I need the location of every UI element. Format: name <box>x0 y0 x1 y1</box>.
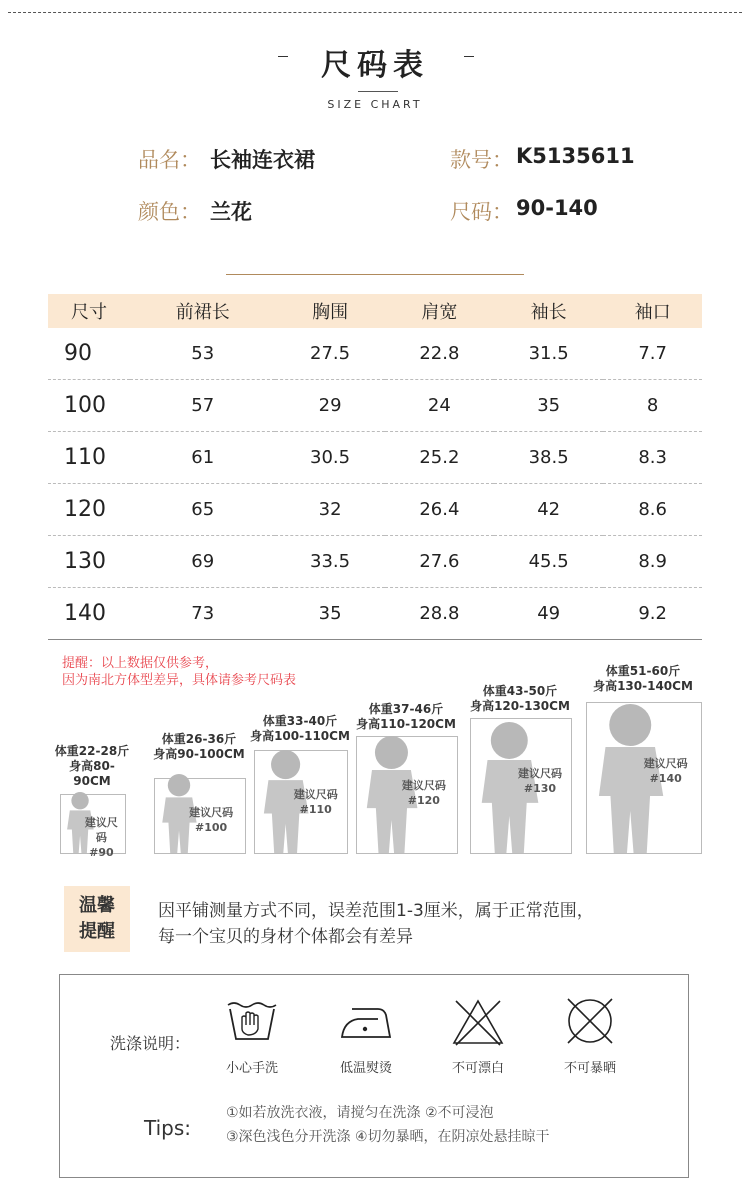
table-cell: 35 <box>494 380 603 432</box>
table-cell: 110 <box>48 432 130 484</box>
silhouette-head <box>168 774 190 796</box>
table-cell: 33.5 <box>275 536 384 588</box>
suggested-size <box>511 766 569 796</box>
size-guide-box <box>470 718 572 854</box>
suggested-size-value: #140 <box>649 771 682 785</box>
table-cell: 31.5 <box>494 328 603 380</box>
notice-tag-line1: 温馨 <box>79 895 115 916</box>
no-bleach-label: 不可漂白 <box>451 1061 504 1076</box>
size-guide-box <box>586 702 702 854</box>
product-name-label: 品名： <box>138 148 201 172</box>
size-guide-label <box>464 684 576 714</box>
col-sleeve: 袖长 <box>494 294 603 328</box>
weight-range: 体重33-40斤 <box>262 714 338 728</box>
style-no-label: 款号： <box>450 148 513 172</box>
table-cell: 22.8 <box>385 328 494 380</box>
size-guide-box <box>254 750 348 854</box>
size-guide-label <box>580 664 706 694</box>
table-cell: 130 <box>48 536 130 588</box>
low-iron-label: 低温熨烫 <box>339 1061 392 1076</box>
height-range: 身高80-90CM <box>69 759 115 788</box>
size-guide-label <box>350 702 462 732</box>
warning-line2: 因为南北方体型差异，具体请参考尺码表 <box>62 673 297 688</box>
col-front-length: 前裙长 <box>130 294 275 328</box>
table-cell: 38.5 <box>494 432 603 484</box>
table-cell: 53 <box>130 328 275 380</box>
table-row <box>48 588 702 640</box>
table-cell: 8.9 <box>603 536 702 588</box>
page-subtitle: SIZE CHART <box>327 98 423 111</box>
height-range: 身高110-120CM <box>356 717 456 731</box>
col-cuff: 袖口 <box>603 294 702 328</box>
height-range: 身高90-100CM <box>153 747 245 761</box>
hand-wash-icon <box>226 995 278 1045</box>
suggested-size-value: #130 <box>523 781 557 795</box>
care-instructions-box <box>59 974 689 1178</box>
suggested-size <box>179 805 243 835</box>
table-cell: 42 <box>494 484 603 536</box>
table-cell: 8.6 <box>603 484 702 536</box>
tips-title: Tips: <box>144 1116 192 1140</box>
size-guide-box <box>154 778 246 854</box>
height-range: 身高120-130CM <box>470 699 570 713</box>
table-row <box>48 432 702 484</box>
table-cell: 26.4 <box>385 484 494 536</box>
table-cell: 45.5 <box>494 536 603 588</box>
weight-range: 体重37-46斤 <box>368 702 444 716</box>
weight-range: 体重22-28斤 <box>54 744 130 758</box>
col-shoulder: 肩宽 <box>385 294 494 328</box>
size-range-label: 尺码： <box>450 200 513 224</box>
color-label: 颜色： <box>138 200 201 224</box>
section-divider <box>226 274 524 275</box>
table-cell: 73 <box>130 588 275 640</box>
suggested-size <box>80 815 123 860</box>
weight-range: 体重43-50斤 <box>482 684 558 698</box>
table-row <box>48 536 702 588</box>
silhouette-head <box>609 704 651 746</box>
suggested-size-value: #120 <box>407 793 440 807</box>
product-name-value: 长袖连衣裙 <box>210 148 315 172</box>
suggested-size-label: 建议尺码 <box>401 778 446 792</box>
size-guide-label <box>248 714 352 744</box>
table-cell: 29 <box>275 380 384 432</box>
suggested-size-label: 建议尺码 <box>517 766 562 780</box>
suggested-size-value: #110 <box>299 802 332 816</box>
height-range: 身高130-140CM <box>593 679 693 693</box>
table-cell: 9.2 <box>603 588 702 640</box>
table-cell: 28.8 <box>385 588 494 640</box>
size-guide-label <box>54 744 130 789</box>
silhouette-head <box>375 736 408 769</box>
size-table-header <box>48 294 702 328</box>
color-value: 兰花 <box>210 200 252 224</box>
table-cell: 140 <box>48 588 130 640</box>
notice-text-line1: 因平铺测量方式不同，误差范围1-3厘米，属于正常范围， <box>158 901 594 921</box>
table-cell: 7.7 <box>603 328 702 380</box>
size-guide-label <box>148 732 250 762</box>
col-chest: 胸围 <box>275 294 384 328</box>
title-underline <box>358 91 398 92</box>
size-table <box>48 294 702 640</box>
size-guide-figures <box>0 640 750 870</box>
notice-text-line2: 每一个宝贝的身材个体都会有差异 <box>158 927 413 947</box>
table-cell: 61 <box>130 432 275 484</box>
title-dash-right <box>464 56 474 57</box>
suggested-size-value: #100 <box>195 820 228 834</box>
hand-wash-label: 小心手洗 <box>225 1061 278 1076</box>
suggested-size-label: 建议尺码 <box>189 805 234 819</box>
size-range-value: 90-140 <box>516 196 598 220</box>
table-cell: 90 <box>48 328 130 380</box>
silhouette-head <box>271 750 300 779</box>
suggested-size <box>286 787 345 817</box>
style-no-value: K5135611 <box>516 144 635 168</box>
table-cell: 32 <box>275 484 384 536</box>
table-cell: 27.5 <box>275 328 384 380</box>
suggested-size-label: 建议尺码 <box>643 756 688 770</box>
table-cell: 100 <box>48 380 130 432</box>
suggested-size <box>632 756 699 786</box>
notice-text <box>158 898 594 950</box>
silhouette-head <box>491 722 528 759</box>
suggested-size-value: #90 <box>89 846 114 860</box>
table-row <box>48 380 702 432</box>
no-sun-label: 不可暴晒 <box>563 1061 616 1076</box>
suggested-size-label: 建议尺码 <box>293 787 338 801</box>
size-guide-box <box>356 736 458 854</box>
col-size: 尺寸 <box>48 294 130 328</box>
table-row <box>48 484 702 536</box>
table-cell: 8 <box>603 380 702 432</box>
table-cell: 30.5 <box>275 432 384 484</box>
size-guide-box <box>60 794 126 860</box>
table-cell: 8.3 <box>603 432 702 484</box>
no-sun-icon <box>564 995 616 1047</box>
page-title: 尺码表 <box>321 48 429 83</box>
notice-tag <box>64 886 130 952</box>
table-cell: 57 <box>130 380 275 432</box>
notice-tag-line2: 提醒 <box>79 921 115 942</box>
suggested-size <box>393 778 455 808</box>
table-row <box>48 328 702 380</box>
table-cell: 69 <box>130 536 275 588</box>
weight-range: 体重26-36斤 <box>161 732 237 746</box>
table-cell: 49 <box>494 588 603 640</box>
table-cell: 24 <box>385 380 494 432</box>
tips-line2: ③深色浅色分开洗涤 ④切勿暴晒，在阴凉处悬挂晾干 <box>226 1129 550 1145</box>
suggested-size-label: 建议尺码 <box>84 816 118 845</box>
silhouette-head <box>71 792 88 809</box>
table-cell: 27.6 <box>385 536 494 588</box>
tips-line1: ①如若放洗衣液，请搅匀在洗涤 ②不可浸泡 <box>226 1105 494 1121</box>
care-title: 洗涤说明： <box>110 1034 191 1053</box>
height-range: 身高100-110CM <box>250 729 350 743</box>
table-cell: 35 <box>275 588 384 640</box>
table-cell: 120 <box>48 484 130 536</box>
no-bleach-icon <box>452 997 504 1047</box>
top-dashed-divider <box>8 12 742 13</box>
table-cell: 25.2 <box>385 432 494 484</box>
weight-range: 体重51-60斤 <box>605 664 681 678</box>
table-cell: 65 <box>130 484 275 536</box>
warning-line1: 提醒：以上数据仅供参考， <box>62 656 219 671</box>
low-iron-icon <box>338 999 394 1045</box>
